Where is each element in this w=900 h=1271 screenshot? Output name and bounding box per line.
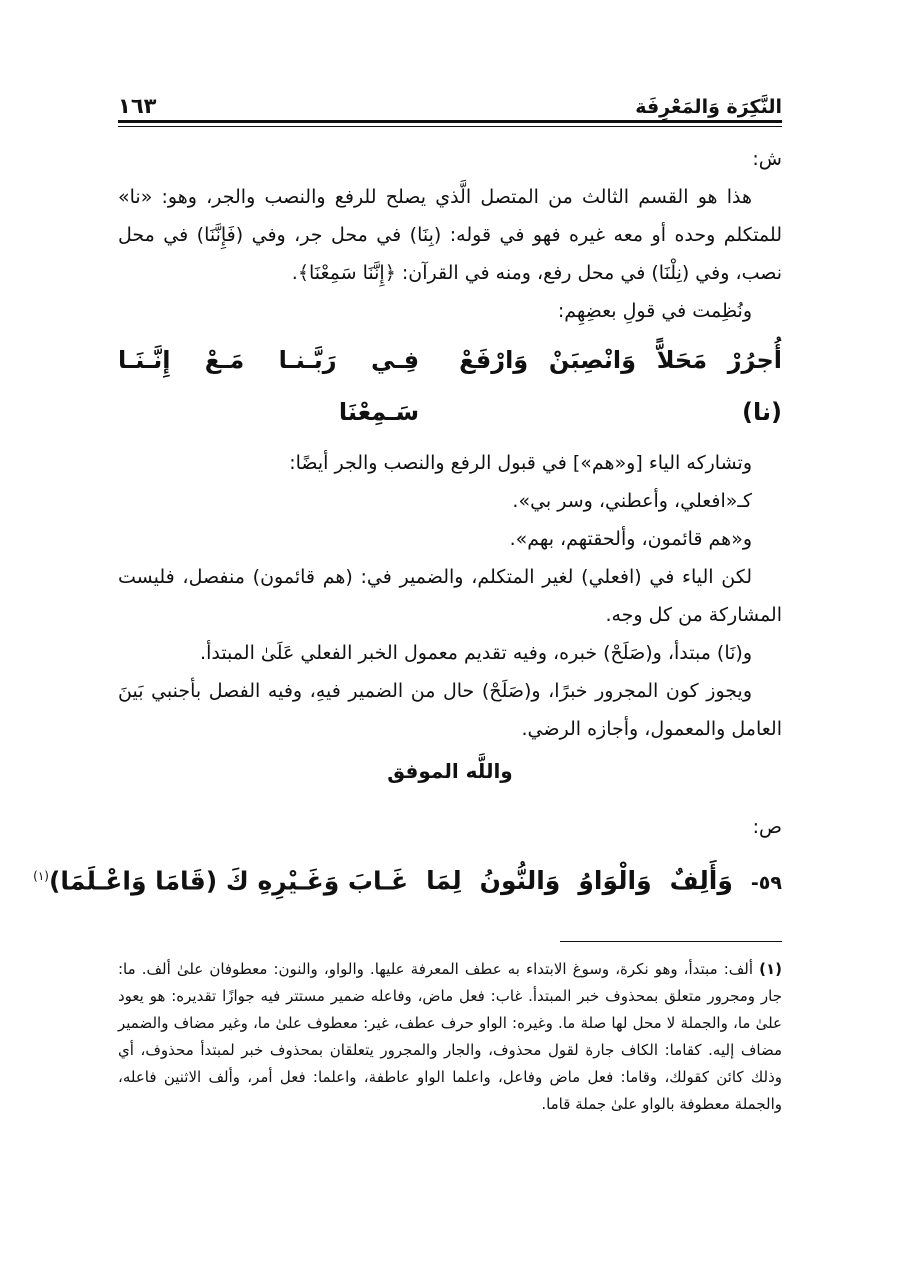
matn-part-3: وَالنُّونُ — [479, 866, 561, 896]
matn-part-5-text: غَـابَ وَغَـيْرِهِ كَ (قَامَا وَاعْـلَمَا) — [48, 866, 409, 896]
paragraph-4: لكن الياء في (افعلي) لغير المتكلم، والضمير في: (هم قائمون) منفصل، فليست المشاركة من كل وجه. — [118, 566, 782, 626]
matn-number: ٥٩- — [750, 872, 782, 895]
example-1: كـ«افعلي، وأعطني، وسر بي». — [512, 490, 752, 512]
footnote-separator — [560, 941, 782, 942]
running-title: النَّكِرَة وَالمَعْرِفَة — [635, 96, 782, 118]
sharh-label: ش: — [752, 148, 782, 170]
footnote-number: (١) — [759, 960, 782, 978]
matn-part-1: وَأَلِفٌ — [669, 866, 733, 896]
footnote — [118, 956, 782, 1118]
header-rule-thin — [118, 126, 782, 127]
matn-label: ص: — [752, 816, 782, 838]
page-number: ١٦٣ — [118, 94, 157, 118]
paragraph-3: وتشاركه الياء [و«هم»] في قبول الرفع والنصب والجر أيضًا: — [289, 452, 752, 474]
page-header — [118, 84, 782, 118]
matn-part-4: لِمَا — [426, 866, 462, 896]
paragraph-5: و(نَا) مبتدأ، و(صَلَحْ) خبره، وفيه تقديم معمول الخبر الفعلي عَلَىٰ المبتدأ. — [200, 642, 752, 664]
main-text — [33, 140, 782, 911]
paragraph-6: ويجوز كون المجرور خبرًا، و(صَلَحْ) حال من الضمير فيهِ، وفيه الفصل بأجنبي بَينَ العامل والمعمول، وأجازه الرضي. — [118, 680, 782, 740]
matn-part-5 — [33, 848, 408, 909]
poetry-verse — [118, 334, 782, 438]
footnote-reference[interactable]: (١) — [33, 869, 49, 883]
matn-part-2: وَالْوَاوُ — [578, 866, 652, 896]
matn-verse — [33, 848, 782, 911]
paragraph-2: ونُظِمت في قولِ بعضِهِم: — [557, 300, 752, 322]
header-rule-thick — [118, 120, 782, 123]
example-2: و«هم قائمون، وألحقتهم، بهم». — [509, 528, 752, 550]
paragraph-1: هذا هو القسم الثالث من المتصل الَّذي يصلح للرفع والنصب والجر، وهو: «نا» للمتكلم وحده أو معه غيره فهو في قوله: (بِنَا) في محل جر، وفي (فَإِنَّنَا) في محل نصب، وفي (نِلْنَا) في محل رفع، ومنه في القرآن: ﴿إِنَّنَا سَمِعْنَا﴾. — [118, 186, 782, 284]
verse-second-hemistich: فِـي رَبَّـنـا مَـعْ إِنَّـنَـا سَـمِعْنَا — [118, 346, 420, 426]
verse-first-hemistich: أُجرُرْ مَحَلاًّ وَانْصِبَنْ وَارْفَعْ (نا) — [459, 346, 782, 426]
footnote-text: ألف: مبتدأ، وهو نكرة، وسوغ الابتداء به عطف المعرفة عليها. والواو، والنون: معطوفان علىٰ ألف. ما: جار ومجرور متعلق بمحذوف خبر المبتدأ. غاب: فعل ماض، وفاعله ضمير مستتر فيه جوازًا تقديره: هو يعود علىٰ ما، والجملة لا محل لها صلة ما. وغيره: الواو حرف عطف، غير: معطوف علىٰ ما، وغير مضاف والضمير مضاف إليه. كقاما: الكاف جارة لقول محذوف، والجار والمجرور يتعلقان بمحذوف خبر لمبتدأ محذوف، أي وذلك كائن كقولك، وقاما: فعل ماض وفاعل، واعلما الواو عاطفة، واعلما: فعل أمر، وألف الاثنين فاعله، والجملة معطوفة بالواو علىٰ جملة قاما. — [118, 960, 782, 1113]
closing-phrase: واللَّه الموفق — [387, 759, 513, 783]
